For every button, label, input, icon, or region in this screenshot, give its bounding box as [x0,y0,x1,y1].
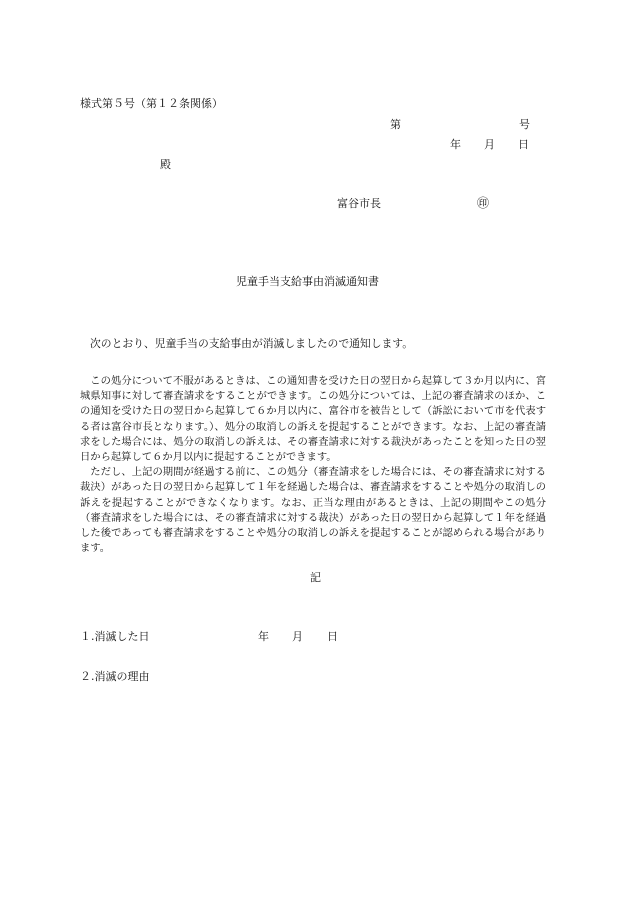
form-label: 様式第５号（第１２条関係） [80,97,223,110]
notice-paragraph: ただし、上記の期間が経過する前に、この処分（審査請求をした場合には、その審査請求に対する裁決）があった日の翌日から起算して１年を経過した場合は、審査請求をすることや処分の取消しの訴えを提起することができなくなります。なお、正当な理由があるときは、上記の期間やこの処分（審査請求をした場合には、その審査請求に対する裁決）があった日の翌日から起算して１年を経過した後であっても審査請求をすることや処分の取消しの訴えを提起することが認められる場合があります。 [80,466,546,555]
notice-paragraph: この処分について不服があるときは、この通知書を受けた日の翌日から起算して３か月以内に、宮城県知事に対して審査請求をすることができます。この処分については、上記の審査請求のほか、この通知を受けた日の翌日から起算して６か月以内に、富谷市を被告として（訴訟において市を代表する者は富谷市長となります。）、処分の取消しの訴えを提起することができます。なお、上記の審査請求をした場合には、処分の取消しの訴えは、その審査請求に対する裁決があったことを知った日の翌日から起算して６か月以内に提起することができます。 [80,375,546,464]
number-suffix: 号 [519,118,530,131]
item-label: ２.消滅の理由 [80,670,150,683]
issuer-seal: ㊞ [477,196,490,210]
document-title: 児童手当支給事由消滅通知書 [236,275,379,288]
date-day: 日 [518,138,529,151]
intro-text: 次のとおり、児童手当の支給事由が消滅しましたので通知します。 [90,337,414,350]
item-year: 年 [258,630,269,643]
issuer-name: 富谷市長 [337,197,381,210]
item-month: 月 [292,630,303,643]
date-year: 年 [450,138,461,151]
addressee-suffix: 殿 [160,158,171,171]
appeal-notice [80,374,546,556]
date-month: 月 [484,138,495,151]
item-label: １.消滅した日 [80,630,150,643]
item-day: 日 [327,630,338,643]
ki-heading: 記 [310,571,321,584]
number-prefix: 第 [390,118,401,131]
